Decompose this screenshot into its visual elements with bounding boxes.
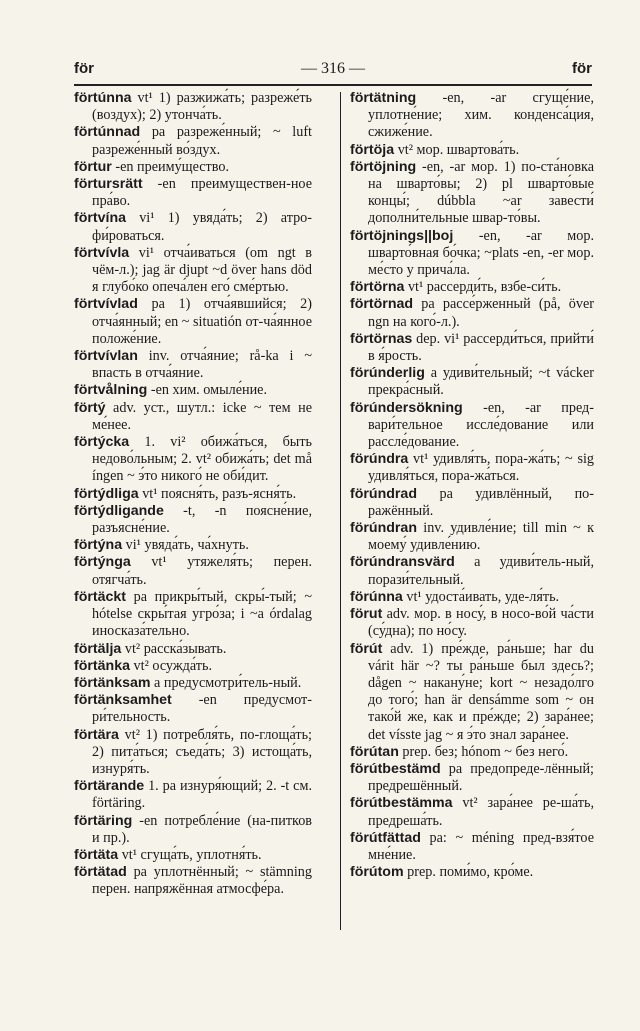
definition: pa прикры́тый, скры́-тый; ~ hótelse скры́тая угро́за; i ~a órdalag иносказа́тельно. bbox=[92, 588, 312, 640]
definition: vi¹ отча́иваться (om ngt в чём-л.); jag är djupt ~d över hans död я глубо́ко опеча́лен его́ сме́ртью. bbox=[92, 244, 312, 296]
dictionary-entry bbox=[350, 279, 594, 296]
headword: förtörnas bbox=[350, 330, 413, 347]
left-column bbox=[74, 90, 312, 899]
headword: förtöjnings||boj bbox=[350, 227, 454, 244]
definition: dep. vi¹ рассерди́ться, прийти́ в я́рость. bbox=[368, 330, 594, 365]
headword: förtäring bbox=[74, 812, 133, 829]
right-guide-word: för bbox=[572, 60, 592, 77]
dictionary-entry bbox=[350, 159, 594, 228]
dictionary-entry bbox=[74, 503, 312, 537]
dictionary-entry bbox=[74, 813, 312, 847]
dictionary-entry bbox=[74, 382, 312, 399]
dictionary-entry bbox=[74, 124, 312, 158]
definition: pa: ~ méning пред-взя́тое мне́ние. bbox=[368, 829, 594, 863]
headword: förtvína bbox=[74, 210, 127, 227]
dictionary-entry bbox=[350, 795, 594, 829]
headword: förtänksam bbox=[74, 674, 151, 691]
headword: förtúnna bbox=[74, 90, 132, 106]
headword: förtänksamhet bbox=[74, 692, 172, 709]
definition: -en преимуществен-ное пра́во. bbox=[92, 176, 312, 210]
dictionary-entry bbox=[74, 400, 312, 434]
headword: förútom bbox=[350, 864, 404, 881]
headword: förtöja bbox=[350, 141, 395, 158]
dictionary-entry bbox=[74, 641, 312, 658]
definition: -en, -ar сгуще́ние, уплотне́ние; хим. конденса́ция, сжиже́ние. bbox=[368, 90, 594, 141]
dictionary-entry bbox=[350, 830, 594, 864]
dictionary-entry bbox=[74, 210, 312, 244]
dictionary-entry bbox=[74, 727, 312, 779]
headword: förtýdliga bbox=[74, 485, 139, 502]
definition: vt¹ сгуща́ть, уплотня́ть. bbox=[118, 846, 262, 863]
definition: vt¹ поясня́ть, разъ-ясня́ть. bbox=[138, 485, 297, 502]
definition: adv. уст., шутл.: icke ~ тем не ме́нее. bbox=[92, 399, 312, 433]
headword: förúndrad bbox=[350, 485, 417, 502]
headword: förtvívla bbox=[74, 244, 130, 261]
headword: förútbestämd bbox=[350, 760, 441, 777]
headword: förtýdligande bbox=[74, 502, 164, 519]
dictionary-entry bbox=[74, 675, 312, 692]
headword: förútfättad bbox=[350, 829, 421, 846]
dictionary-entry bbox=[350, 400, 594, 452]
headword: förúndran bbox=[350, 520, 417, 537]
headword: förtur bbox=[74, 158, 112, 175]
headword: förtý bbox=[74, 399, 106, 416]
dictionary-entry bbox=[74, 554, 312, 588]
definition: prep. поми́мо, кро́ме. bbox=[403, 864, 534, 881]
dictionary-entry bbox=[74, 864, 312, 898]
dictionary-entry bbox=[350, 554, 594, 588]
definition: vt² зара́нее ре-ша́ть, предреша́ть. bbox=[368, 795, 594, 829]
definition: prep. без; hónom ~ без него́. bbox=[398, 743, 569, 760]
definition: pa 1) отча́явшийся; 2) отча́янный; en ~ situatión от-ча́янное положе́ние. bbox=[92, 296, 312, 347]
headword: förtörna bbox=[350, 279, 405, 296]
definition: -en, -ar мор. 1) по-ста́новка на шварто́вы; 2) pl шварто́вые концы́; dúbbla ~ar завести́ дополни́тельные швар-то́вы. bbox=[368, 158, 594, 227]
definition: vt² расска́зывать. bbox=[121, 640, 227, 657]
dictionary-entry bbox=[350, 606, 594, 640]
dictionary-entry bbox=[74, 296, 312, 348]
headword: förúndersökning bbox=[350, 399, 463, 416]
dictionary-entry bbox=[350, 761, 594, 795]
definition: vt¹ удивля́ть, пора-жа́ть; ~ sig удивля́ться, пора-жа́ться. bbox=[368, 451, 594, 485]
headword: förtära bbox=[74, 726, 119, 743]
dictionary-entry bbox=[74, 847, 312, 864]
definition: -en предусмот-ри́тельность. bbox=[92, 692, 312, 726]
dictionary-entry bbox=[350, 228, 594, 280]
dictionary-entry bbox=[74, 658, 312, 675]
dictionary-entry bbox=[74, 90, 312, 124]
dictionary-entry bbox=[74, 692, 312, 726]
headword: förtätning bbox=[350, 90, 417, 106]
dictionary-entry bbox=[350, 744, 594, 761]
dictionary-entry bbox=[350, 451, 594, 485]
headword: förtänka bbox=[74, 657, 130, 674]
headword: förtärande bbox=[74, 778, 145, 795]
dictionary-entry bbox=[74, 159, 312, 176]
dictionary-entry bbox=[350, 90, 594, 142]
definition: pa уплотнённый; ~ stämning перен. напряжённая атмосфе́ра. bbox=[92, 864, 312, 898]
column-divider bbox=[340, 92, 341, 930]
headword: förtäckt bbox=[74, 588, 127, 605]
definition: -en хим. омыле́ние. bbox=[147, 382, 268, 399]
headword: förtörnad bbox=[350, 296, 414, 313]
headword: förtýnga bbox=[74, 554, 131, 571]
dictionary-entry bbox=[350, 331, 594, 365]
definition: vt² 1) потребля́ть, по-глоща́ть; 2) пита́ться; съеда́ть; 3) истоща́ть, изнуря́ть. bbox=[92, 726, 312, 777]
headword: förtursrätt bbox=[74, 176, 143, 193]
headword: förút bbox=[350, 640, 383, 657]
dictionary-entry bbox=[350, 486, 594, 520]
dictionary-entry bbox=[74, 486, 312, 503]
dictionary-entry bbox=[350, 589, 594, 606]
headword: förtúnnad bbox=[74, 124, 141, 141]
right-column bbox=[350, 90, 594, 881]
dictionary-entry bbox=[350, 365, 594, 399]
headword: förútan bbox=[350, 743, 399, 760]
page-number: — 316 — bbox=[301, 60, 365, 77]
headword: förtvålning bbox=[74, 382, 148, 399]
definition: 1. pa изнуря́ющий; 2. -t см. förtäring. bbox=[92, 778, 312, 812]
definition: -en, -ar пред-вари́тельное иссле́дование или рассле́дование. bbox=[368, 399, 594, 451]
definition: pa предопреде-лённый; предрешённый. bbox=[368, 760, 594, 795]
definition: a предусмотри́тель-ный. bbox=[150, 674, 302, 691]
definition: vt¹ рассерди́ть, взбе-си́ть. bbox=[404, 279, 562, 296]
dictionary-entry bbox=[74, 778, 312, 812]
dictionary-entry bbox=[74, 537, 312, 554]
definition: vt² осужда́ть. bbox=[129, 657, 212, 674]
definition: vt¹ удоста́ивать, уде-ля́ть. bbox=[402, 588, 560, 605]
headword: förtýna bbox=[74, 537, 123, 554]
dictionary-entry bbox=[74, 348, 312, 382]
dictionary-entry bbox=[350, 296, 594, 330]
headword: förútbestämma bbox=[350, 795, 453, 812]
headword: förtätad bbox=[74, 864, 127, 881]
definition: vt¹ 1) разжижа́ть; разреже́ть (воздух); 2) утонча́ть. bbox=[92, 90, 312, 124]
definition: a удиви́тельный; ~t vácker прекра́сный. bbox=[368, 365, 594, 399]
headword: förut bbox=[350, 606, 383, 623]
headword: förúnderlig bbox=[350, 365, 425, 382]
definition: vt¹ утяжеля́ть; перен. отягча́ть. bbox=[92, 554, 312, 588]
definition: inv. удивле́ние; till min ~ к моему́ удивле́нию. bbox=[368, 520, 594, 554]
definition: adv. 1) пре́жде, ра́ньше; har du várit här ~? ты ра́ньше был здесь?; dågen ~ накану́не; kort ~ незадо́лго до того́; han är densámme som ~ он тако́й же, как и пре́жде; 2) зара́нее; det vísste jag ~ я э́то знал зара́нее. bbox=[368, 640, 594, 743]
definition: -en потребле́ние (на-питков и пр.). bbox=[92, 812, 312, 846]
dictionary-entry bbox=[350, 864, 594, 881]
headword: förtvívlad bbox=[74, 296, 138, 313]
headword: förtvívlan bbox=[74, 348, 138, 365]
header-rule bbox=[74, 84, 592, 86]
definition: -t, -n поясне́ние, разъясне́ние. bbox=[92, 502, 312, 537]
dictionary-entry bbox=[74, 434, 312, 486]
definition: a удиви́тель-ный, порази́тельный. bbox=[368, 554, 594, 588]
dictionary-entry bbox=[74, 589, 312, 641]
dictionary-entry bbox=[350, 142, 594, 159]
headword: förtälja bbox=[74, 640, 122, 657]
headword: förtöjning bbox=[350, 158, 417, 175]
dictionary-entry bbox=[350, 641, 594, 744]
page-header bbox=[74, 58, 592, 82]
definition: pa рассе́рженный (på, över ngn на кого́-л.). bbox=[368, 296, 594, 330]
definition: adv. мор. в носу́, в носо-во́й ча́сти (су́дна); по но́су. bbox=[368, 606, 594, 640]
left-guide-word: för bbox=[74, 60, 94, 77]
dictionary-entry bbox=[74, 245, 312, 297]
headword: förtýcka bbox=[74, 434, 130, 451]
headword: förúndransvärd bbox=[350, 554, 455, 571]
dictionary-entry bbox=[74, 176, 312, 210]
definition: vi¹ 1) увяда́ть; 2) атро-фи́роваться. bbox=[92, 210, 312, 244]
headword: förúnna bbox=[350, 588, 403, 605]
definition: 1. vi² обижа́ться, быть недово́льным; 2. vt² обижа́ть; det må íngen ~ э́то никого́ не оби́дит. bbox=[92, 434, 312, 485]
definition: pa разреже́нный; ~ luft разреже́нный во́здух. bbox=[92, 124, 312, 158]
headword: förtäta bbox=[74, 846, 119, 863]
definition: inv. отча́яние; rå-ka i ~ впасть в отча́яние. bbox=[92, 348, 312, 382]
dictionary-entry bbox=[350, 520, 594, 554]
definition: vi¹ увяда́ть, ча́хнуть. bbox=[122, 537, 249, 554]
definition: -en, -ar мор. шварто́вная бо́чка; ~plats -en, -er мор. ме́сто у прича́ла. bbox=[368, 227, 594, 279]
definition: -en преиму́щество. bbox=[111, 158, 229, 175]
definition: vt² мор. швартова́ть. bbox=[394, 141, 520, 158]
definition: pa удивлённый, по-ражённый. bbox=[368, 485, 594, 519]
headword: förúndra bbox=[350, 451, 409, 468]
